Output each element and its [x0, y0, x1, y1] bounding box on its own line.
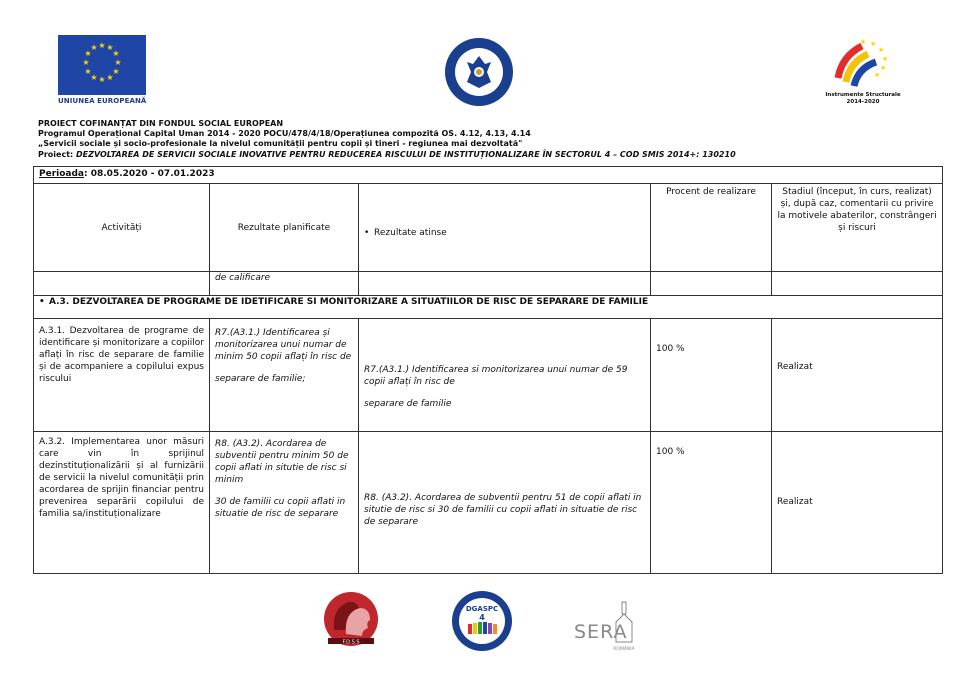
fdss-heads-icon [322, 590, 380, 648]
header-row [34, 184, 943, 272]
svg-text:★: ★ [112, 67, 120, 76]
continued-row [34, 272, 943, 296]
svg-text:★: ★ [860, 38, 867, 46]
header-activities: Activități [34, 184, 210, 272]
section-title: A.3. DEZVOLTAREA DE PROGRAME DE IDETIFICARE SI MONITORIZARE A SITUATIILOR DE RISC DE SEPARARE DE FAMILIE [49, 297, 649, 307]
header-line-1: PROIECT COFINANȚAT DIN FONDUL SOCIAL EUROPEAN [38, 119, 284, 128]
sera-text: SERA [574, 621, 628, 643]
svg-text:★: ★ [84, 67, 92, 76]
svg-text:★: ★ [878, 46, 885, 54]
row-achieved-b: separare de familie [364, 399, 452, 409]
project-header [38, 119, 938, 160]
svg-text:★: ★ [106, 73, 114, 82]
row-activity: A.3.1. Dezvoltarea de programe de identificare și monitorizare a copiilor aflați în risc de separare de familie și de acompaniere a copilului expus riscului [34, 319, 210, 432]
row-planned [210, 319, 359, 432]
row-planned-a: R7.(A3.1.) Identificarea și monitorizarea unui numar de minim 50 copii aflați în risc de [215, 328, 352, 362]
row-planned-b: 30 de familii cu copii aflati in situatie de risc de separare [215, 497, 346, 519]
header-line-4 [38, 150, 938, 160]
row-percent: 100 % [651, 319, 772, 432]
section-title-cell [34, 296, 943, 319]
header-percent: Procent de realizare [651, 184, 772, 272]
svg-text:★: ★ [90, 73, 98, 82]
continued-empty-3 [651, 272, 772, 296]
dgaspc-emblem-icon [451, 590, 513, 652]
bullet-icon: • [39, 297, 45, 307]
svg-text:★: ★ [874, 71, 881, 79]
header-line-2: Programul Operațional Capital Uman 2014 - 2020 POCU/478/4/18/Operațiunea compozită OS. 4.12, 4.13, 4.14 [38, 129, 531, 139]
svg-text:★: ★ [82, 58, 90, 67]
svg-text:★: ★ [880, 64, 887, 72]
svg-text:★: ★ [870, 40, 877, 48]
svg-text:★: ★ [112, 49, 120, 58]
row-status: Realizat [772, 319, 943, 432]
header-planned: Rezultate planificate [210, 184, 359, 272]
svg-text:★: ★ [114, 58, 122, 67]
continued-planned: de calificare [210, 272, 359, 296]
bullet-icon: • [364, 227, 370, 238]
row-activity: A.3.2. Implementarea unor măsuri care vin în sprijinul dezinstituționalizării și al furnizării de servicii la nivelul comunității prin acordarea de sprijin financiar pentru prevenirea separării copilului de familia sa/instituționalizare [34, 432, 210, 574]
header-line-3: „Servicii sociale și socio-profesionale la nivelul comunității pentru copii și tineri - regiunea mai dezvoltată" [38, 139, 523, 149]
project-title: DEZVOLTAREA DE SERVICII SOCIALE INOVATIVE PENTRU REDUCEREA RISCULUI DE INSTITUȚIONALIZARE ÎN SECTORUL 4 – COD SMIS 2014+: 130210 [76, 149, 736, 159]
government-logo [443, 36, 515, 108]
sera-house-icon [572, 598, 642, 652]
fdss-logo [322, 590, 380, 648]
sera-subtitle: ROMÂNIA [613, 647, 635, 652]
is-caption-line1: Instrumente Structurale [825, 92, 901, 98]
project-prefix: Proiect: [38, 149, 77, 159]
section-row [34, 296, 943, 319]
svg-text:★: ★ [98, 41, 106, 50]
svg-text:★: ★ [98, 75, 106, 84]
continued-empty-2 [359, 272, 651, 296]
svg-text:★: ★ [106, 43, 114, 52]
table-row [34, 432, 943, 574]
svg-text:★: ★ [84, 49, 92, 58]
header-status: Stadiul (început, în curs, realizat) și, după caz, comentarii cu privire la motivele abaterilor, constrângeri și riscuri [772, 184, 943, 272]
svg-text:★: ★ [90, 43, 98, 52]
table-row [34, 319, 943, 432]
header-achieved [359, 184, 651, 272]
instrumente-structurale-caption [820, 92, 906, 106]
eu-caption: UNIUNEA EUROPEANĂ [58, 97, 147, 105]
header-achieved-label: Rezultate atinse [374, 227, 447, 238]
svg-text:★: ★ [882, 55, 889, 63]
row-achieved [359, 319, 651, 432]
period-cell [34, 167, 943, 184]
eu-logo [58, 35, 146, 95]
row-achieved [359, 432, 651, 574]
row-achieved-a: R8. (A3.2). Acordarea de subventii pentru 51 de copii aflati in situtie de risc si 30 de familii cu copii aflati in situatie de risc de separare [364, 492, 642, 527]
dgaspc-number: 4 [479, 613, 485, 622]
continued-empty-4 [772, 272, 943, 296]
fdss-text: F.D.S.S [342, 639, 360, 646]
is-caption-line2: 2014-2020 [846, 99, 880, 105]
dgaspc-logo [451, 590, 513, 652]
row-planned [210, 432, 359, 574]
dgaspc-text: DGASPC [465, 605, 499, 613]
period-row [34, 167, 943, 184]
row-planned-b: separare de familie; [215, 374, 306, 384]
row-achieved-a: R7.(A3.1.) Identificarea si monitorizarea unui numar de 59 copii aflați în risc de [364, 365, 628, 387]
structural-instruments-icon [818, 34, 908, 90]
sera-logo [572, 598, 642, 652]
period-value: : 08.05.2020 - 07.01.2023 [84, 169, 215, 179]
row-planned-a: R8. (A3.2). Acordarea de subventii pentru minim 50 de copii aflati in situtie de risc si minim [215, 439, 349, 485]
period-label: Perioada [39, 169, 84, 179]
row-percent: 100 % [651, 432, 772, 574]
results-table [33, 166, 943, 574]
eu-flag-icon [58, 35, 146, 95]
row-status: Realizat [772, 432, 943, 574]
government-seal-icon [443, 36, 515, 108]
continued-empty-1 [34, 272, 210, 296]
